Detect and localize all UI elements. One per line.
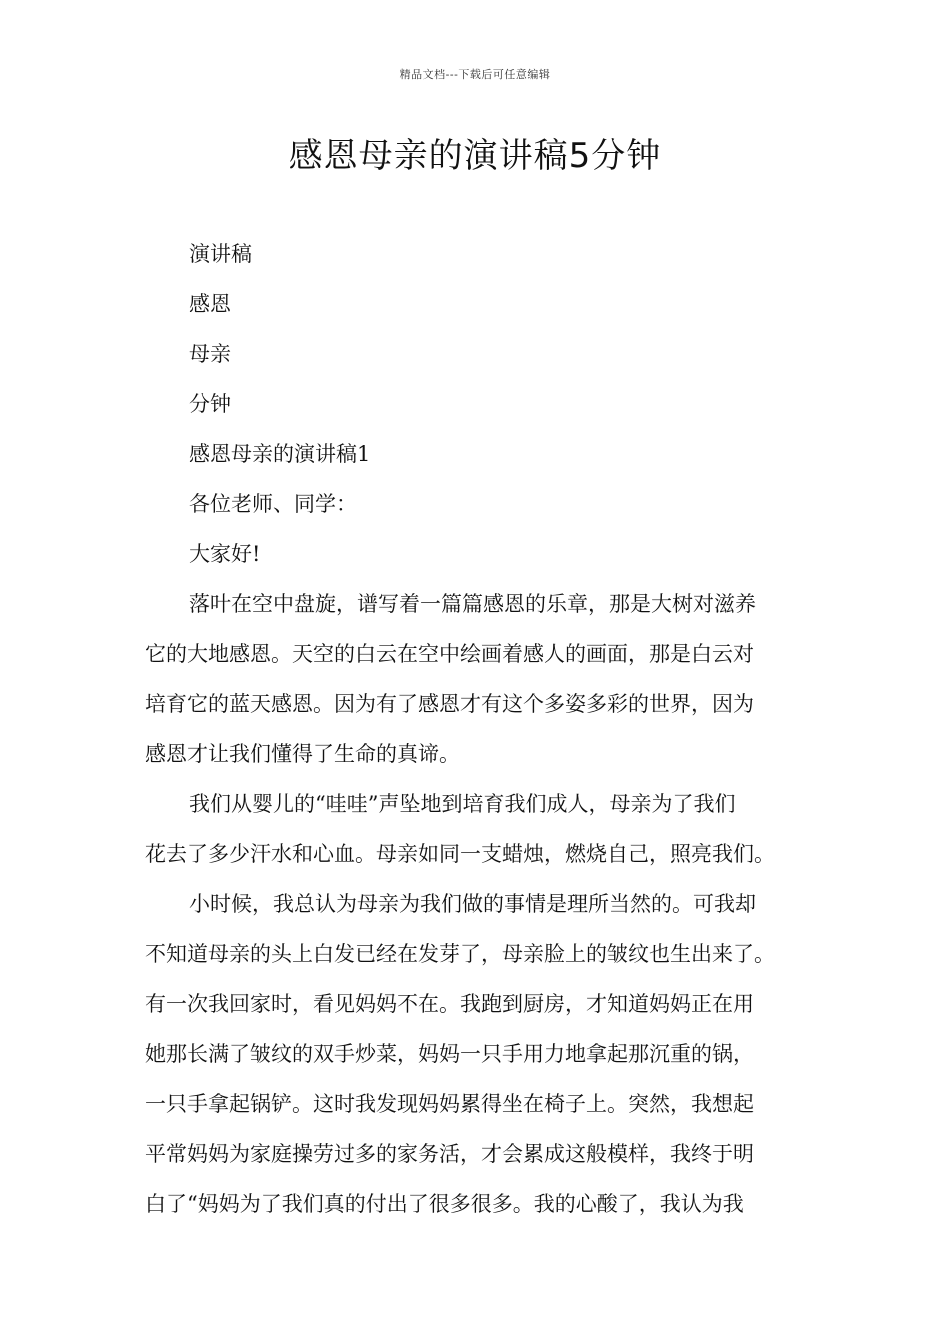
text-line: 它的大地感恩。天空的白云在空中绘画着感人的画面，那是白云对: [145, 642, 754, 666]
text-line: 感恩: [189, 292, 231, 316]
text-line: 一只手拿起锅铲。这时我发现妈妈累得坐在椅子上。突然，我想起: [145, 1092, 754, 1116]
text-line: 大家好!: [189, 542, 261, 566]
text-line: 培育它的蓝天感恩。因为有了感恩才有这个多姿多彩的世界，因为: [145, 692, 754, 716]
text-line: 分钟: [189, 392, 231, 416]
header-note: 精品文档---下载后可任意编辑: [399, 68, 551, 81]
text-line: 感恩母亲的演讲稿1: [189, 442, 371, 466]
text-line: 母亲: [189, 342, 231, 366]
text-line: 小时候，我总认为母亲为我们做的事情是理所当然的。可我却: [189, 892, 756, 916]
text-line: 各位老师、同学：: [189, 492, 357, 516]
text-line: 平常妈妈为家庭操劳过多的家务活，才会累成这般模样，我终于明: [145, 1142, 754, 1166]
text-line: 我们从婴儿的“哇哇”声坠地到培育我们成人，母亲为了我们: [189, 792, 736, 816]
text-line: 花去了多少汗水和心血。母亲如同一支蜡烛，燃烧自己，照亮我们。: [145, 842, 775, 866]
text-line: 她那长满了皱纹的双手炒菜，妈妈一只手用力地拿起那沉重的锅，: [145, 1042, 754, 1066]
text-line: 感恩才让我们懂得了生命的真谛。: [145, 742, 460, 766]
text-line: 有一次我回家时，看见妈妈不在。我跑到厨房，才知道妈妈正在用: [145, 992, 754, 1016]
text-line: 演讲稿: [189, 242, 252, 266]
text-line: 不知道母亲的头上白发已经在发芽了，母亲脸上的皱纹也生出来了。: [145, 942, 775, 966]
document-title: 感恩母亲的演讲稿5分钟: [288, 136, 662, 176]
text-line: 落叶在空中盘旋，谱写着一篇篇感恩的乐章，那是大树对滋养: [189, 592, 756, 616]
text-line: 白了“妈妈为了我们真的付出了很多很多。我的心酸了，我认为我: [145, 1192, 744, 1216]
document-body: [145, 229, 810, 1229]
